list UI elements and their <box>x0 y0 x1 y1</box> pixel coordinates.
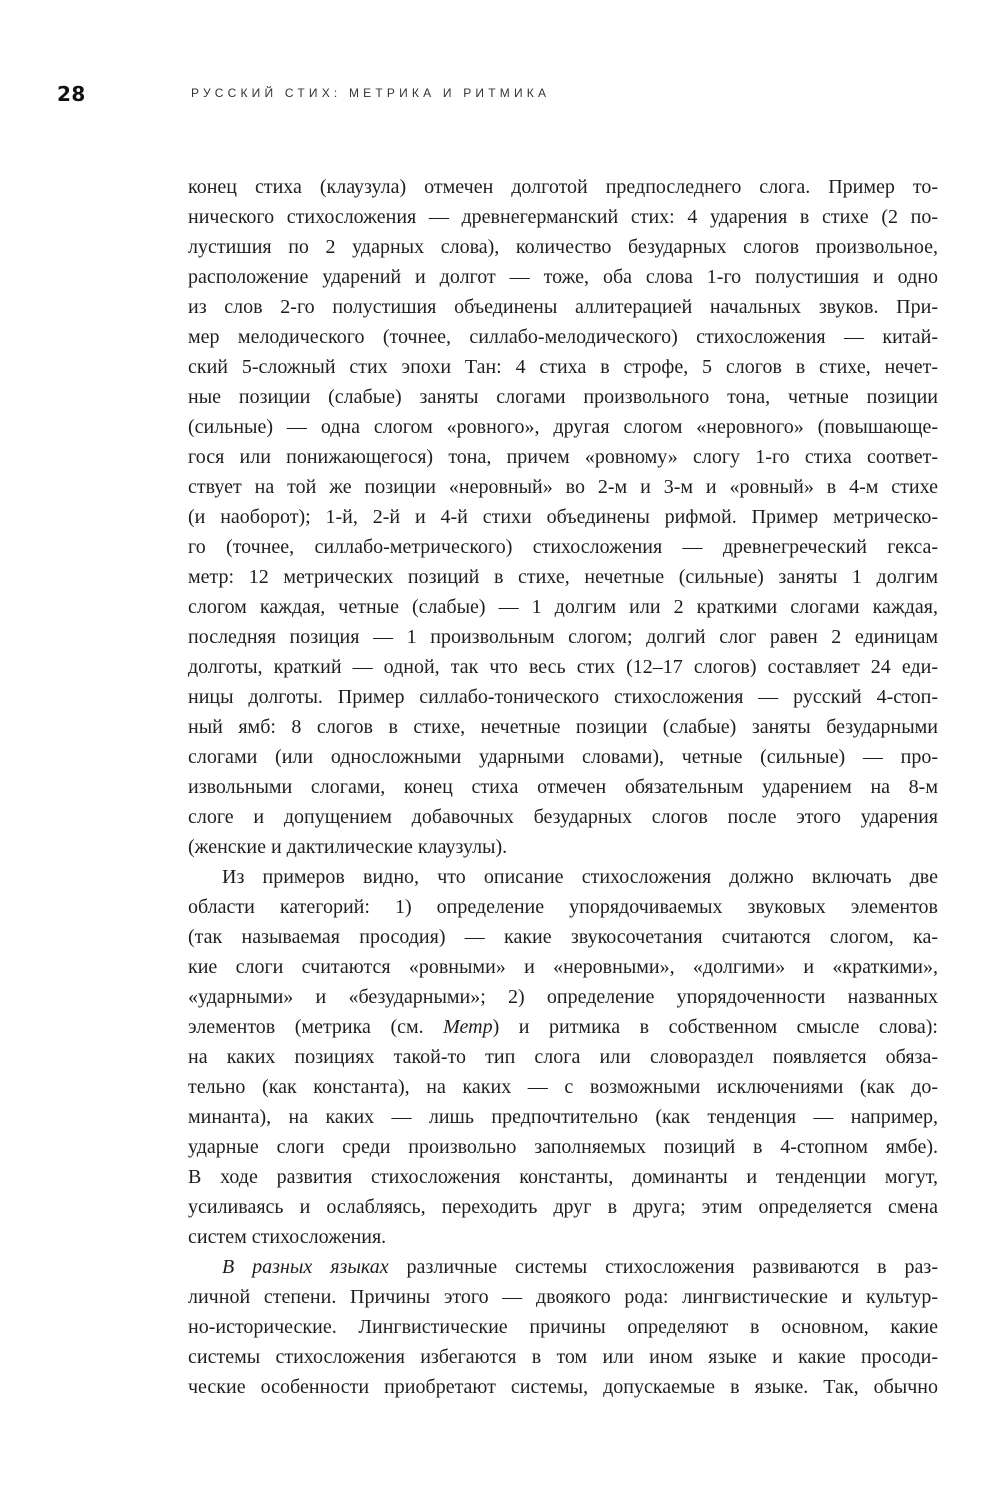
text-line: расположение ударений и долгот — тоже, оба слова 1-го полустишия и одно <box>188 266 938 288</box>
text-line: ный ямб: 8 слогов в стихе, нечетные позиции (слабые) заняты безударными <box>188 716 938 738</box>
emphasis-text: В разных языках <box>222 1256 389 1278</box>
text-line: на каких позициях такой-то тип слога или словораздел появляется обяза- <box>188 1046 938 1068</box>
text-line: ницы долготы. Пример силлабо-тонического стихосложения — русский 4-стоп- <box>188 686 938 708</box>
text-line: слогами (или односложными ударными словами), четные (сильные) — про- <box>188 746 938 768</box>
page-number: 28 <box>57 82 86 106</box>
text-line: области категорий: 1) определение упорядочиваемых звуковых элементов <box>188 896 938 918</box>
text-line: метр: 12 метрических позиций в стихе, нечетные (сильные) заняты 1 долгим <box>188 566 938 588</box>
text-line: (так называемая просодия) — какие звукосочетания считаются слогом, ка- <box>188 926 938 948</box>
text-line: ударные слоги среди произвольно заполняемых позиций в 4-стопном ямбе). <box>188 1136 938 1158</box>
text-line: гося или понижающегося) тона, причем «ровному» слогу 1-го стиха соответ- <box>188 446 938 468</box>
text-line: систем стихосложения. <box>188 1226 387 1248</box>
text-line: минанта), на каких — лишь предпочтительно (как тенденция — например, <box>188 1106 938 1128</box>
text-line: нического стихосложения — древнегерманский стих: 4 ударения в стихе (2 по- <box>188 206 938 228</box>
running-title: РУССКИЙ СТИХ: МЕТРИКА И РИТМИКА <box>191 86 551 100</box>
text-line: из слов 2-го полустишия объединены аллитерацией начальных звуков. При- <box>188 296 938 318</box>
text-fragment: ) и ритмика в собственном смысле слова): <box>492 1016 938 1038</box>
text-line: ные позиции (слабые) заняты слогами произвольного тона, четные позиции <box>188 386 938 408</box>
text-line: «ударными» и «безударными»; 2) определение упорядоченности названных <box>188 986 938 1008</box>
text-line: слоге и допущением добавочных безударных слогов после этого ударения <box>188 806 938 828</box>
text-line: мер мелодического (точнее, силлабо-мелодического) стихосложения — китай- <box>188 326 938 348</box>
text-line: тельно (как константа), на каких — с возможными исключениями (как до- <box>188 1076 938 1098</box>
text-line: но-исторические. Лингвистические причины определяют в основном, какие <box>188 1316 938 1338</box>
text-line: лустишия по 2 ударных слова), количество безударных слогов произвольное, <box>188 236 938 258</box>
text-line: системы стихосложения избегаются в том или ином языке и какие просоди- <box>188 1346 938 1368</box>
paragraph-3 <box>188 1252 938 1402</box>
text-line: кие слоги считаются «ровными» и «неровными», «долгими» и «краткими», <box>188 956 938 978</box>
text-line-with-reference <box>188 1012 938 1042</box>
text-line: (сильные) — одна слогом «ровного», другая слогом «неровного» (повышающе- <box>188 416 938 438</box>
text-line: Из примеров видно, что описание стихосложения должно включать две <box>222 866 938 888</box>
text-line: ческие особенности приобретают системы, допускаемые в языке. Так, обычно <box>188 1376 938 1398</box>
text-line: слогом каждая, четные (слабые) — 1 долгим или 2 краткими слогами каждая, <box>188 596 938 618</box>
text-line: В ходе развития стихосложения константы, доминанты и тенденции могут, <box>188 1166 938 1188</box>
text-line: усиливаясь и ослабляясь, переходить друг в друга; этим определяется смена <box>188 1196 938 1218</box>
body-text <box>188 172 938 1402</box>
text-line: личной степени. Причины этого — двоякого рода: лингвистические и культур- <box>188 1286 938 1308</box>
text-line: долготы, краткий — одной, так что весь стих (12–17 слогов) составляет 24 еди- <box>188 656 938 678</box>
text-line: последняя позиция — 1 произвольным слогом; долгий слог равен 2 единицам <box>188 626 938 648</box>
text-fragment: элементов (метрика (см. <box>188 1016 444 1038</box>
text-line: ствует на той же позиции «неровный» во 2-м и 3-м и «ровный» в 4-м стихе <box>188 476 938 498</box>
text-line: ский 5-сложный стих эпохи Тан: 4 стиха в строфе, 5 слогов в стихе, нечет- <box>188 356 938 378</box>
text-line: го (точнее, силлабо-метрического) стихосложения — древнегреческий гекса- <box>188 536 938 558</box>
text-line: конец стиха (клаузула) отмечен долготой предпоследнего слога. Пример то- <box>188 176 938 198</box>
cross-reference-link[interactable]: Метр <box>443 1016 493 1038</box>
text-line: (и наоборот); 1-й, 2-й и 4-й стихи объединены рифмой. Пример метрическо- <box>188 506 938 528</box>
text-line: извольными слогами, конец стиха отмечен обязательным ударением на 8-м <box>188 776 938 798</box>
text-line-with-emphasis <box>188 1252 938 1282</box>
text-fragment: различные системы стихосложения развиваются в раз- <box>388 1256 938 1278</box>
paragraph-2 <box>188 862 938 1252</box>
text-line: (женские и дактилические клаузулы). <box>188 836 508 858</box>
paragraph-1 <box>188 172 938 862</box>
